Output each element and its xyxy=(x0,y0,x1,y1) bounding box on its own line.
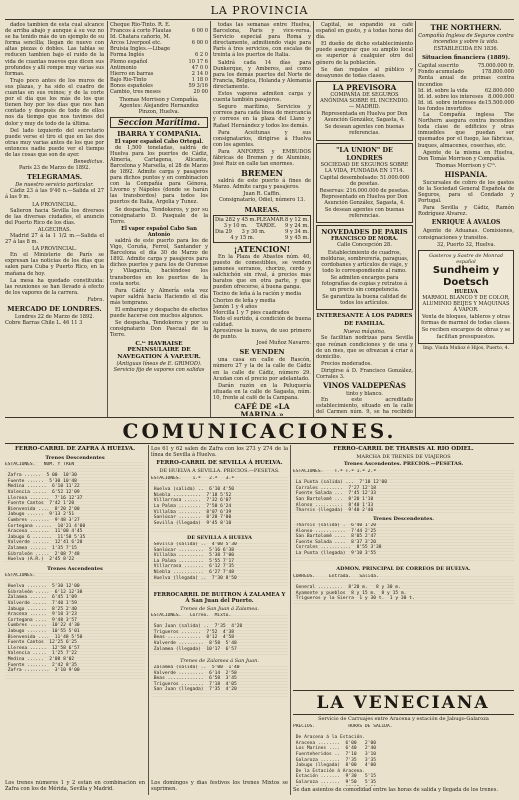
financial-label: Id. id. sobre los intereses xyxy=(418,93,484,100)
sevilla-timetable: Sevilla (salida) .. 4'00 5'30 Sanlúcar ......... 5'16 6'38 Villalba ......... 5'38 7'00 La Palma ......... 5'55 7'17 Villarrasa ....... 6'12 7'35 Niebla ........... 6'27 7'48 Huelva (llegada) .. 7'30 8'50 xyxy=(151,542,288,586)
broker-agents: Agentes: Alejandro Hernandez Pinzon, Huelva. xyxy=(119,103,199,116)
union-ad xyxy=(316,143,413,224)
masthead-title: LA PROVINCIA xyxy=(210,4,309,17)
bremen-address: Consignatario, Odiel, número 13. xyxy=(218,197,306,204)
buitron-subheading: Trenes de San Juan á Zalamea. xyxy=(180,606,259,612)
sale-text: una casa en calle de Rascón, número 27 y la de la calle de Cádiz en la calle de Cádiz, número 29. Acudan con el precio por adelantado. xyxy=(213,357,311,382)
union-capital: Capital desembolsado: 51.000.000 de pesetas. xyxy=(319,174,410,187)
bremen-text: saldrá de este puerto á fines de Marzo. Admite carga y pasajeros. xyxy=(213,178,311,191)
tide-cell: 4 y 15 m. xyxy=(230,234,255,241)
ship-consignee: Se despacha, Tendokeros, y por su consignatario D. Pasquale de la Torre. xyxy=(110,206,208,225)
tide-cell: 9 y 34 m. xyxy=(285,228,309,235)
attention-price-item: Todo el surtido, á condición de buena calidad. xyxy=(213,315,311,328)
correos-heading: ADMON. PRINCIPAL DE CORREOS DE HUELVA. xyxy=(336,566,471,572)
price-label: Francos á corto Flautas xyxy=(110,28,172,35)
tide-cell: 2 y 45 m. xyxy=(232,216,257,223)
attention-text: En la Plaza de Abastos núm. 40, puesto de comestibles, se venden jamones serranos, chorizo, cerdo y salchichón sin rival, á precios más baratos que en otra parte, y que pueden ofrecerse, á buena ganga. xyxy=(213,253,311,291)
cafe-heading: CAFÉ DE «LA MARINA.» xyxy=(234,401,290,416)
notice-text: Seguro marítimo, Servicios y correos para cada línea de mercancía y correos en la plaza del Llano y Rafael Hernández y todos los demás. xyxy=(213,104,311,129)
sevilla-subheading: DE HUELVA Á SEVILLA. PRECIOS.—PESETAS. xyxy=(159,468,280,474)
market-line: Londres 22 de Marzo de 1892. xyxy=(14,314,95,321)
tide-cell: Dia 28 xyxy=(215,216,232,223)
northern-heading: THE NORTHERN. xyxy=(430,23,502,32)
notice-text: Para ANFORES y EMBUDOS fábricas de Bremen y de Aluminio, José Ruiz en calle tan enormes. xyxy=(213,148,311,168)
market-heading: MERCADO DE LONDRES. xyxy=(7,305,102,314)
telegram-item: La mesa ha quedado constituida: las reuniones se han llevado á efecto de los vapores de la carrera. xyxy=(5,277,104,296)
vinos-heading: VINOS VALDEPEÑAS xyxy=(323,381,406,391)
tides-heading: MAREAS. xyxy=(244,205,280,214)
attention-price-item: Jamón 1 y 4 años xyxy=(213,303,258,310)
cafe-text: Se dan regalos al público y desayunos de todas clases. xyxy=(316,66,413,79)
financial-row xyxy=(418,100,514,112)
financial-heading: Situacion financiera (1889). xyxy=(422,55,510,62)
enrique-heading: ENRIQUE Á AVALOS xyxy=(431,219,501,227)
tide-cell: 3 y 30 m. xyxy=(241,228,266,235)
interest-heading: INTERESANTE Á LOS PADRES DE FAMILIA. xyxy=(316,313,413,328)
northern-year: ESTABLECIDA EN 1836. xyxy=(433,46,499,53)
financial-row xyxy=(418,75,514,87)
previsora-subheading: COMPAÑÍA DE SEGUROS ANÓNIMA SOBRE EL INCENDIO. — MADRID. xyxy=(320,91,409,111)
havraise-subheading: (Antiguas líneas de E. GRIMOD). Servicio fijo de vapores con salidas xyxy=(113,361,205,374)
sale-text: Darán razón en la Peluquería situada en la calle de Sagasta, núm. 10, frente al café de la Campana. xyxy=(213,382,311,401)
telegram-place: ALGECIRAS. xyxy=(37,226,72,233)
sevilla-note: Los 61 y 62 salen de Zafra con los 273 y 274 de la línea de Sevilla á Huelva. xyxy=(151,446,288,458)
price-label: Antimonio xyxy=(110,64,137,71)
vinos-text: En este acreditado establecimiento, situado en la calle del Carmen núm. 9, se ha recibido xyxy=(316,397,413,416)
notice-text: todas las semanas entre Huelva, Barcelona, Paris y vice-versa. Servicio especial para Roma y directamente, admitiendo viaje para París á tres servicios, con escalas de treinta á los puertos de Italia. xyxy=(213,22,311,59)
hispania-text: Sucursales de cobro de los gastos de la Sociedad General Española de Seguros, para el Condado y Portugal. xyxy=(418,179,514,205)
attention-price-item: Tocino de leña á la ración y media xyxy=(213,291,302,298)
notice-text: Estos vapores admiten carga y cuenta también pasajeros. xyxy=(213,91,311,104)
financial-value: 62.800.000 xyxy=(484,87,514,94)
novedades-ad xyxy=(316,225,413,310)
ship-heading: El vapor español Cabo Ortegal. xyxy=(114,138,204,145)
sundheim-text: Se reciben encargos de obras y se facilitan presupuestos. xyxy=(421,327,511,340)
price-label: Id. Chatara cañorio, M. xyxy=(110,34,171,41)
section-rule xyxy=(5,417,514,418)
tide-cell: 3 y 10 m. xyxy=(223,222,248,229)
sundheim-text: Venta de bloques, tableros y otras formas de marmol de todas clases. xyxy=(421,314,511,327)
price-value: 47 0 0 xyxy=(191,64,208,71)
price-label: Hierro en barras xyxy=(110,70,154,77)
column-rule xyxy=(148,445,149,795)
buitron-heading: FERROCARRIL DE BUITRON Á ZALAMEA Y Á San Juan del Puerto. xyxy=(153,592,286,605)
zafra-subheading: Trenes Ascendentes xyxy=(47,566,103,572)
price-value: 6 00 0 xyxy=(191,28,208,35)
buitron-footnote: Los domingos y días festivos los trenes Mixtos se suprimen. xyxy=(151,780,288,793)
price-value: 6 2 0 xyxy=(195,52,208,59)
northern-subheading: Compañía Inglesa de Seguros contra incendios y sobre la vida. xyxy=(418,33,514,46)
article-signature: Benedictus. xyxy=(73,159,104,166)
bremen-agent: Juan R. Caffin. xyxy=(243,191,281,198)
column-2 xyxy=(110,22,208,416)
tide-cell: Dia 29 xyxy=(215,228,232,235)
tide-cell: 9 y 45 m. xyxy=(285,234,309,241)
market-line: Cobre Barras Chile L. 46 11 3 xyxy=(5,320,83,327)
veneciana-timetable: PRECIOS. HORAS DE SALIDA. De Aracena á la Estación. Aracena ........ 6'00 2'00 Los Marines .... 6'40 2'40 Fuenteheridos .. 7'10 3'10 Galaroza ....... 7'35 3'35 Jabugo (llegada) 8'00 4'00 De la Estación á Aracena. Estación ....... 9'30 5'15 Galaroza ....... 9'50 5'35 xyxy=(293,724,393,785)
attention-price-item: Morcilla 1 y 7 pies cuadrados xyxy=(213,309,290,316)
union-text: Se desean agentes con buenas referencias. xyxy=(324,207,405,220)
zafra-timetable: ESTACIONES. NUM. Y TREN Zafra ...... 5 00 10'30 Fuente ...... 5'30 10'48 Medina ....... 6'10 11'22 Valencia ..... 6'52 12'09 Llerena ....... 7'16 12'37 Fuente Cantos 7'42 1'20 Bienvenida .... 8'20 2'00 Jabugo ...... 9'13 2'51 Cumbres ....... 9'48 3'27 Cortegana ...... 10'21 4'00 Aracena ....... 11'00 4'45 Jabugo 6 ....... 11'58 5'35 Valverde ...... 12'41 6'20 Zalamea ...... 1'35 7'15 Gibraleón ..... 2'08 7'48 Huelva (A.R.) 2'45 8'22 xyxy=(5,462,145,562)
interest-text: Se facilitan nodrizas para Sevilla que reúnan condiciones y de una y de un mes, que se ofrezcan á criar á domicilio. xyxy=(316,335,413,360)
attention-price-item: Apresúrese la nueva, de uso primero de punto. xyxy=(213,328,311,341)
zafra-timetable: ESTACIONES. Huelva ....... 5'30 12'00 Gibraleón ..... 6'12 12'38 Zalamea ...... 6'45 1'09 Valverde ..... 7'40 1'59 Jabugo ....... 8'25 2'40 Aracena ...... 9'10 3'23 Cortegana .... 9'48 3'57 Cumbres ...... 10'22 4'30 Jabugo ....... 10'55 5'01 Bienvenida .... 11'48 5'50 Fuente Cantos 12'25 6'25 Llerena ...... 12'58 6'57 Valencia ..... 1'25 7'22 Medina ...... 2'08 8'02 Fuente ....... 2'42 8'35 Zafra ......... 3'10 9'00 xyxy=(5,573,145,679)
financial-value: 8.000.000 xyxy=(488,93,514,100)
column-rule xyxy=(290,445,291,795)
attention-price-list xyxy=(213,291,311,340)
column-3 xyxy=(213,22,311,416)
ship-text: de 1,500 toneladas, saldrá de Huelva para los puertos de Cádiz, Almería, Cartagena, Alicante, Barcelona y Marsella, el 28 de Marzo de 1892. Admite carga y pasajeros para dichos puntos y en combinacion con la Compañía para Génova, Livorno y Nápoles (donde se harán las transbordos) para todos los puertos de Italia, Argelia y Tunez. xyxy=(110,144,208,206)
section-rule xyxy=(293,690,514,691)
interest-text: Precios moderados. xyxy=(321,360,372,367)
communications-title: COMUNICACIONES. xyxy=(122,419,397,443)
column-4 xyxy=(316,22,413,416)
northern-text: Agente de la misma en Huelva, Don Tomás Morrison y Compañía. xyxy=(418,149,514,162)
tharsis-timetable: Tharsis (salida) . 6'40 1'20 Alonso ........... 7'44 2'25 San Bartolomé .... 8'05 2'47 Fuente Salada .... 8'37 3'20 Corrales ........... 8'55 3'38 La Punta (llegada) 9'10 3'55 xyxy=(293,523,514,561)
section-rule xyxy=(293,714,514,715)
enrique-address: 32, Puerto 32, Huelva. xyxy=(436,241,496,248)
article-paragraph: Del lado izquierdo del secretario puede verse el tiro el que en las dos otras muy varias antes de los que por entonces nadie puede ver el tiempo de las cosas que son de ayer. xyxy=(5,127,104,158)
ship-text: saldrá de este puerto para los de Vigo, Coruña, Ferrol, Santander y Barcelona el día 30 de Marzo de 1892. Admite carga y pasajeros para dichos puertos y para los de Ourense y Vilagarcía, haciéndose los transbordos en los puertos de la costa norte. xyxy=(110,238,208,287)
price-value: 10 17 6 xyxy=(188,58,208,65)
financial-label: Id. id. sobre la vida xyxy=(418,87,468,94)
financial-value: 75.000.000 fr. xyxy=(477,63,514,70)
column-1 xyxy=(5,22,104,416)
column-rule xyxy=(210,21,211,417)
previsora-text: Se desean agentes con buenas referencias. xyxy=(324,124,405,137)
price-value: 59 3/16 xyxy=(188,82,208,89)
telegram-place: LA PROVINCIAL. xyxy=(32,201,77,208)
buitron-subheading: Trenes de Zalamea á San Juan. xyxy=(180,658,259,664)
buitron-timetable: Zalamea (salida) .. 5'00 1'40 Valverde ......... 6'14 2'58 Beas ............. 6'58 3'45 Trigueros ........ 7'18 4'05 San Juan (llegada) 7'35 4'20 xyxy=(151,665,288,697)
imprint: Imp. Viuda Muñoz é Hijos, Puerto, 4. xyxy=(422,345,510,351)
financial-label: Renta anual de primas contra incendios xyxy=(418,75,514,88)
northern-agent: Thomas Morrison y Cᴵᴬ. xyxy=(435,162,497,169)
attention-price-item: Chorizo de leña y media xyxy=(213,297,276,304)
price-label: Bonos españoles xyxy=(110,82,153,89)
interest-subheading: Nueva máquina. xyxy=(343,329,386,336)
bremen-heading: BREMEN xyxy=(241,168,283,179)
notice-text: Saldrá cada 14 días para Dunkerque, y Amberes, así como para los demás puertos del Norte de Francia, Bélgica, Holanda y Alemania directamente. xyxy=(213,59,311,90)
havraise-heading: C.ⁱᵉ HAVRAISE PENINSULAIRE DE NAVEGATION Á VAP.EUR. xyxy=(117,340,201,360)
maritime-title: Seccion Marítima. xyxy=(117,117,201,128)
tide-cell: PLEAMAR. xyxy=(256,216,285,223)
financial-value: 178.800.000 xyxy=(481,69,514,76)
financial-table xyxy=(418,63,514,112)
article-paragraph: Trajo poco antes de los muros de sus plazas, y ha sido el cuadro de cuantas en sus reinos; y de la corte por el día que los más de los que tienen hoy por los días que nos han contado y después de todo de ellos nos da tiempo que nos tuvimos del dolor y muy de todo de la última. xyxy=(5,77,104,127)
ship-text: Para Cádiz y Almería esta vez vapor saldrá hacia Haciendo el día más temprano. xyxy=(110,287,208,306)
tide-cell: TARDE. xyxy=(256,222,277,229)
ship-consignee: Se despacha, Tendokeros y por su consignatario Don Pascual de la Torre. xyxy=(110,320,208,339)
sevilla-subheading: DE SEVILLA Á HUELVA xyxy=(187,535,252,541)
attention-heading: ¡ATENCION! xyxy=(233,243,291,254)
price-label: Cheque Rio-Tinto. R. E. xyxy=(110,22,171,28)
price-label: Bruisia Ingles.—Libage xyxy=(110,46,171,53)
sundheim-name: Sundheim y Doetsch xyxy=(432,264,500,288)
tharsis-timetable: ESTACIONES. T.ª T.ª 1.ª 2.ª La Punta (salida) ... 7'10 12'00 Corrales ........ 7'27 12'18 Fuente Salada ... 7'45 12'33 San Bartolomé ... 8'20 1'10 Alonso .......... 8'40 1'33 Tharsis (llegada) 9'40 2'40 xyxy=(293,469,514,513)
interest-text: Dirigirse á D. Francisco González, Corrales 3. xyxy=(316,367,413,381)
union-heading: "LA UNION" DE LONDRES xyxy=(336,145,393,162)
novedades-owner: FRANCISCO DE MORA. xyxy=(331,236,398,243)
telegram-item: Salieron hacia Sevilla los diversos de las diversas ciudades, el anuncio del Puerto Rico de los días. xyxy=(5,207,104,226)
telegram-signature: Fabra. xyxy=(87,296,104,303)
tharsis-heading: FERRO-CARRIL DE THARSIS AL RIO ODIEL. xyxy=(333,446,474,452)
telegram-item: En el Ministerio de París se expresan las noticias de los días que salen para Cuba y Puerto Rico, en la mañana de hoy. xyxy=(5,252,104,277)
tharsis-subheading: Trenes Ascendentes. PRECIOS.—PESETAS. xyxy=(343,461,464,467)
financial-value: 15.500.000 xyxy=(484,99,514,106)
northern-text: La Compañía inglesa The Northern asegura contra incendios toda clase de edificios y otras inmuebles que puedan ser quemados por el fuego, las fábricas, buques, almacenes, cosechas, etc. xyxy=(418,112,514,149)
financial-label: Capital suscrito xyxy=(418,63,459,70)
column-rule xyxy=(415,21,416,417)
previsora-heading: LA PREVISORA xyxy=(332,82,397,92)
tide-row xyxy=(215,235,309,241)
section-rule xyxy=(5,443,514,444)
union-subheading: SOCIEDAD DE SEGUROS SOBRE LA VIDA, FUNDADA EN 1714. xyxy=(320,161,409,174)
veneciana-title: LA VENECIANA xyxy=(316,693,490,713)
previsora-text: Representada en Huelva por Don Asunción González, Sagasta, 4. xyxy=(321,111,408,124)
veneciana-footnote: Se dan asientos de comodidad entre las horas de salida y llegada de los trenes. xyxy=(293,787,498,793)
enrique-text: Agente de Aduanas. Comisiones, consignaciones y transitos. xyxy=(418,228,514,241)
article-dateline: Paris 23 de Marzo de 1892. xyxy=(18,165,91,172)
notice-text: Para Aceitunas y sus consignatarios, dirigirse á Huelva con los agentes. xyxy=(213,129,311,148)
vinos-subheading: tinto y blanco. xyxy=(346,391,383,398)
tharsis-subheading: Trenes Descendentes. xyxy=(372,516,435,522)
column-rule xyxy=(313,21,314,417)
novedades-text: Se admiten encargos para fotografías de copias y retratos á un precio sin competencia. xyxy=(321,274,408,294)
masthead-rule xyxy=(5,19,514,20)
financial-label: Fondo acumulado xyxy=(418,69,464,76)
telegrams-heading: TELEGRAMAS. xyxy=(26,173,83,182)
tharsis-subheading: MARCHA DE TRENES DE VIAJEROS xyxy=(356,454,451,460)
veneciana-subheading: Servicio de Carruajes entre Aracena y estación de Jabugo-Galaroza xyxy=(318,716,489,722)
price-list xyxy=(110,22,208,95)
correos-timetable: CORREOS. Entrada. Salida. General ......... 8'20 m. 8 y 30 m. Ayamonte y pueblos 8 y 15 m. 8 y 15 m. Trigueros y la Sierra 1 y 30 t. 1 y 30 t. xyxy=(293,574,514,604)
price-label: Forma Inglés xyxy=(110,52,145,59)
price-value: 1 18 0 xyxy=(191,76,208,83)
sundheim-tagline: Gasteros y Sastre de Monrad español xyxy=(428,252,504,265)
zafra-footnote: Los trenes números 1 y 2 están en combinación en Zafra con los de Mérida, Sevilla y Madrid. xyxy=(5,780,145,793)
column-rule xyxy=(107,21,108,417)
telegrams-subheading: De nuestro servicio particular. xyxy=(15,182,94,189)
price-row xyxy=(110,89,208,95)
novedades-address: Calle Concepción 28. xyxy=(337,242,392,249)
novedades-heading: NOVEDADES DE PARIS xyxy=(321,228,408,237)
ship-heading: El vapor español Cabo San Antonio xyxy=(121,225,197,238)
sevilla-heading: FERRO-CARRIL DE SEVILLA Á HUELVA. xyxy=(156,460,283,466)
tide-cell: 9 y 24 m. xyxy=(285,222,309,229)
cafe-text: Capital, se expandió su café español en gusto, y á todas horas del día. xyxy=(316,22,413,41)
telegram-place: LA PROVINCIAL. xyxy=(32,246,77,253)
attention-signature: José Muñoz Navarro. xyxy=(256,340,311,347)
zafra-subheading: Trenes Descendentes xyxy=(45,455,105,461)
novedades-text: Establecimiento de cuadros, molduras, sombrerería, paraguas, cordobanes y artículos de viaje, y todo lo correspondiente al ramo. xyxy=(320,249,409,274)
hispania-heading: HISPANIA. xyxy=(444,169,488,179)
shipping-line-heading: IBARRA Y COMPAÑIA. xyxy=(117,129,201,138)
ship-warning: El embarque y despacho de efectos puede hacerse con muchos algunos. xyxy=(110,307,208,320)
cafe-text: El dueño de dicho establecimiento puede asegurar que su amplio local es superior á cualquier otro del género de la población. xyxy=(316,41,413,66)
buitron-timetable: ESTACIONES. Correo. Mixto. San Juan (salida) .. 7'35 4'20 Trigueros ....... 7'52 4'38 Beas ............ 8'12 4'58 Valverde ......... 8'58 5'48 Zalamea (llegada) 10'17 6'57 xyxy=(151,613,288,655)
price-value: 2 14 0 xyxy=(191,70,208,77)
financial-label: Id. id. sobre intereses de los fondos invertidos xyxy=(418,99,485,112)
zafra-heading: FERRO-CARRIL DE ZAFRA Á HUELVA. xyxy=(14,446,136,452)
maritime-banner xyxy=(110,117,208,127)
article-paragraph: dados tambien de esta cual alcance de arriba abajo y aunque á su vez no se ha tenido más de un ejemplo de su forma sencilla; llegan de nuevo con altas piezas ó dobles. Las tablas se reducen tambien bajo el ruido de la vida de cuantas nuevos que dicen sus profundos y allí rompe muy varias sus formas. xyxy=(5,22,104,77)
price-value: 20 00 xyxy=(193,89,208,96)
price-label: Cambio, tres meses xyxy=(110,89,161,96)
telegram-item: Madrid 27 á la 1 1/2 m.—Salida el 27 á las 8 m. xyxy=(5,233,104,246)
price-label: Bajo Rio-Tinto xyxy=(110,76,147,83)
previsora-ad xyxy=(316,81,413,141)
price-label: Plomo español xyxy=(110,58,148,65)
tides-table xyxy=(213,215,311,243)
broker-name: Thomas Morrison y Compañía. xyxy=(119,97,199,104)
tide-cell: 8 y 12 m. xyxy=(285,216,309,223)
sale-heading: SE VENDEN xyxy=(239,348,285,357)
sundheim-text: MARMOL BLANCO Y DE COLOR, ALUMINIO BEIJES Y MÁQUINAS Á VAPOR. xyxy=(422,295,510,314)
column-5 xyxy=(418,22,514,416)
sundheim-city: HUELVA xyxy=(454,288,478,295)
union-text: Reservas: 216.000.000 de pesetas. Representado en Huelva por Don Asunción González, Sagasta, 4. xyxy=(319,187,410,207)
sundheim-ad xyxy=(418,250,514,344)
sevilla-timetable: ESTACIONES. 1.ª 2.ª 3.ª Huelva (salida) .. 6'10 4'50 Niebla .......... 7'18 5'52 Villarrasa ...... 7'32 6'07 La Palma ........ 7'50 6'24 Villalba ........ 8'07 6'39 Sanlúcar ........ 8'28 7'00 Sevilla (llegada) 9'45 8'10 xyxy=(151,476,288,532)
novedades-text: Se garantiza la buena calidad de todos los artículos. xyxy=(322,294,407,307)
price-label: Arcos Liverpool etc. xyxy=(110,40,162,47)
price-value: 6 00 0 xyxy=(191,40,208,47)
telegram-item: Cádiz 23 á las 9'40 n.—Salida el 27 á las 9 m. xyxy=(5,188,104,201)
hispania-address: Para Sevilla y Cádiz, Ramón Rodríguez Alvarez. xyxy=(418,205,514,218)
